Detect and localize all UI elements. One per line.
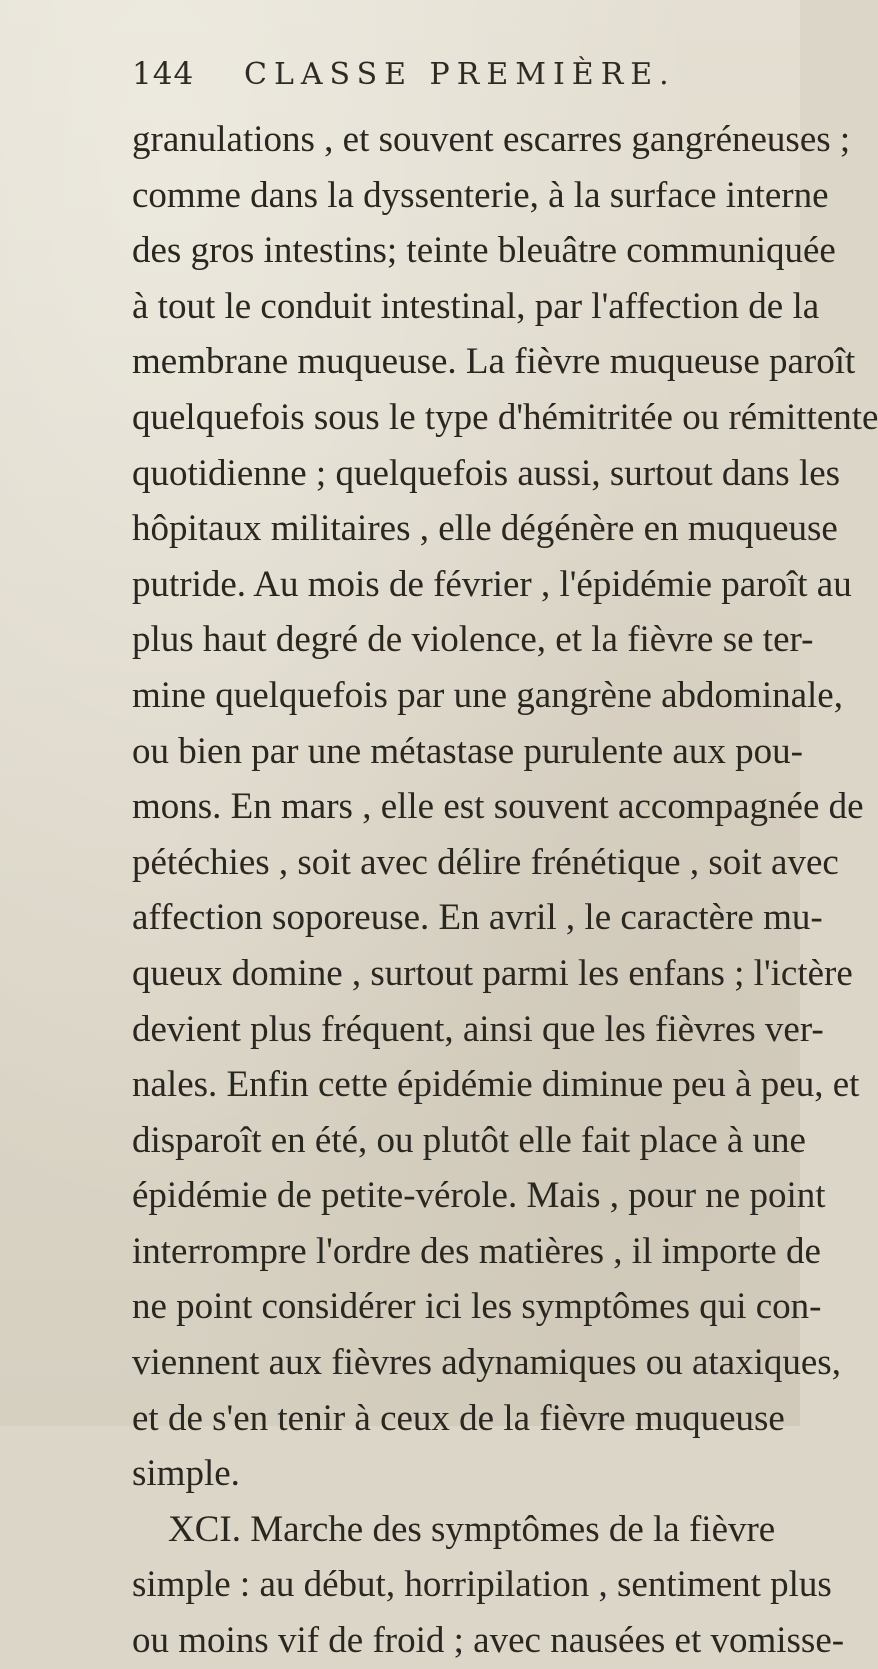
page-number: 144 — [132, 56, 195, 92]
text-line: mine quelquefois par une gangrène abdominale, — [132, 674, 843, 716]
text-line: à tout le conduit intestinal, par l'affection de la — [132, 285, 820, 327]
running-title: CLASSE PREMIÈRE. — [244, 57, 676, 92]
text-line: mons. En mars , elle est souvent accompagnée de — [132, 786, 864, 828]
text-line: épidémie de petite-vérole. Mais , pour ne point — [132, 1175, 826, 1217]
text-line: ou bien par une métastase purulente aux pou- — [132, 730, 803, 772]
text-line: ne point considérer ici les symptômes qui con- — [132, 1286, 822, 1328]
text-line: interrompre l'ordre des matières , il importe de — [132, 1230, 821, 1272]
text-line: devient plus fréquent, ainsi que les fièvres ver- — [132, 1008, 824, 1050]
page-header — [132, 56, 760, 106]
text-line: granulations , et souvent escarres gangréneuses ; — [132, 119, 851, 160]
section-heading-line: XCI. Marche des symptômes de la fièvre — [168, 1508, 776, 1550]
body-text — [132, 112, 878, 1669]
text-line: des gros intestins; teinte bleuâtre communiquée — [132, 230, 836, 272]
text-line: plus haut degré de violence, et la fièvre se ter- — [132, 619, 814, 661]
text-line: membrane muqueuse. La fièvre muqueuse paroît — [132, 341, 856, 383]
text-line: et de s'en tenir à ceux de la fièvre muqueuse — [132, 1397, 785, 1439]
text-line: simple : au début, horripilation , sentiment plus — [132, 1564, 832, 1606]
text-line: hôpitaux militaires , elle dégénère en muqueuse — [132, 508, 838, 550]
text-line: quelquefois sous le type d'hémitritée ou rémittente — [132, 396, 878, 438]
text-line: comme dans la dyssenterie, à la surface interne — [132, 174, 829, 216]
text-line: putride. Au mois de février , l'épidémie paroît au — [132, 563, 852, 605]
text-line: quotidienne ; quelquefois aussi, surtout dans les — [132, 452, 841, 494]
text-line: ou moins vif de froid ; avec nausées et vomisse- — [132, 1620, 845, 1662]
text-line: disparoît en été, ou plutôt elle fait place à une — [132, 1119, 806, 1161]
paragraph-end-line: simple. — [132, 1453, 240, 1495]
text-line: affection soporeuse. En avril , le caractère mu- — [132, 897, 823, 939]
text-line: pétéchies , soit avec délire frénétique , soit avec — [132, 841, 839, 883]
text-line: queux domine , surtout parmi les enfans ; l'ictère — [132, 952, 853, 994]
text-line: nales. Enfin cette épidémie diminue peu à peu, et — [132, 1064, 860, 1106]
text-line: viennent aux fièvres adynamiques ou ataxiques, — [132, 1342, 841, 1384]
